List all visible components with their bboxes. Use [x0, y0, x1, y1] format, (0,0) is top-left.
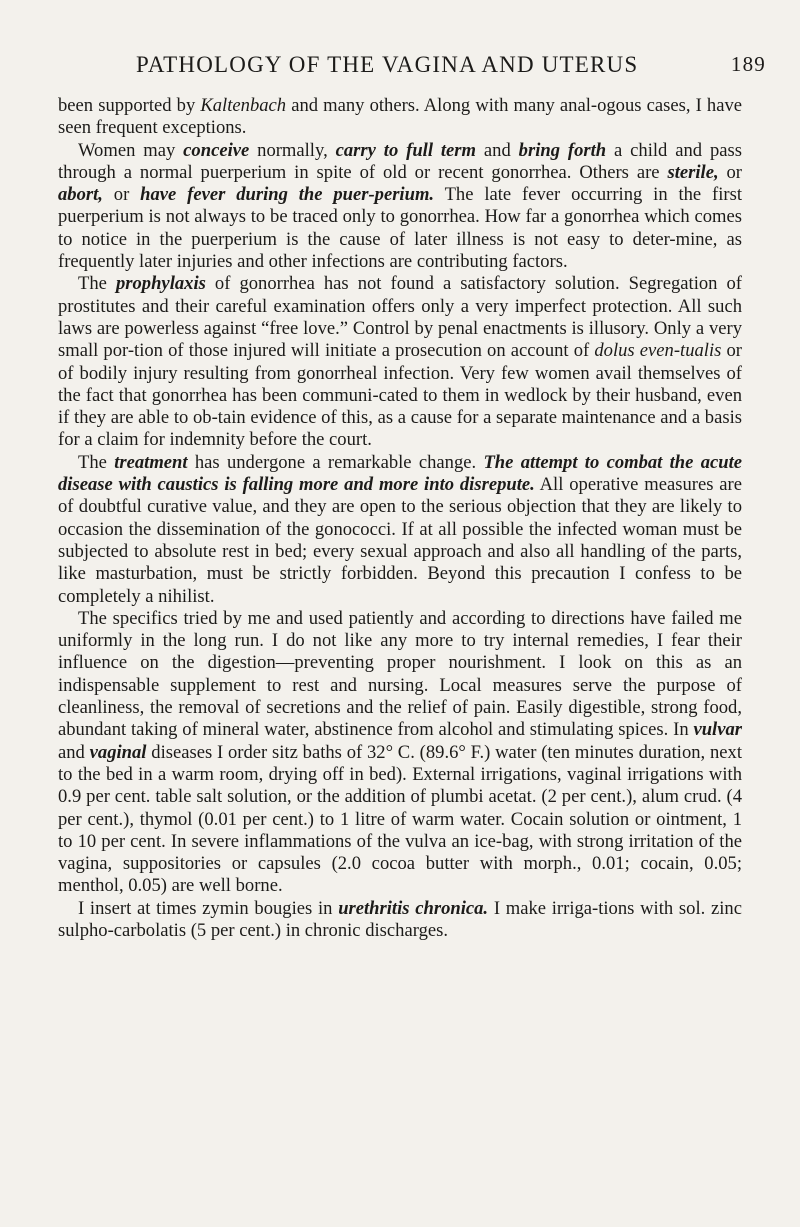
text-run: a child and pass through a normal puerperium in spite of old or recent gonorrhea. Others are [58, 139, 742, 183]
paragraph [58, 95, 742, 140]
text-run: normally, [249, 139, 336, 161]
text-run: or [102, 184, 141, 206]
emphasized-text: carry to full term [335, 139, 477, 161]
emphasized-text: urethritis chronica. [338, 897, 489, 919]
text-run: The specifics tried by me and used patiently and according to directions have failed me uniformly in the long run. I do not like any more to try internal remedies, I fear their influence on the digestion—preventing proper nourishment. I look on this as an indispensable supplement to rest and nursing. Local measures serve the purpose of cleanliness, the removal of secretions and the relief of pain. Easily digestible, strong food, abundant taking of mineral water, abstinence from alcohol and stimulating spices. In [58, 607, 742, 741]
emphasized-text: dolus even-tualis [594, 340, 722, 362]
text-run: or of bodily injury resulting from gonorrheal infection. Very few women avail themselves of the fact that gonorrhea has been communi-cated to them in wedlock by their husband, even if they are able to ob-tain evidence of this, as a cause for a separate maintenance and a basis for a claim for indemnity before the court. [58, 340, 743, 451]
paragraph [58, 898, 742, 943]
body-text [58, 95, 742, 942]
emphasized-text: sterile, [667, 161, 719, 183]
emphasized-text: treatment [114, 451, 188, 473]
text-run: of gonorrhea has not found a satisfactory solution. Segregation of prostitutes and their careful examination offers only a very imperfect protection. All such laws are powerless against “free love.” Control by penal enactments is illusory. Only a very small por-tion of those injured will initiate a prosecution on account of [58, 273, 742, 362]
emphasized-text: bring forth [518, 139, 607, 161]
emphasized-text: The attempt to combat the acute disease with caustics is falling more and more into disrepute. [58, 451, 743, 496]
emphasized-text: vaginal [89, 741, 147, 763]
text-run: I insert at times zymin bougies in [78, 897, 339, 919]
text-run: The [78, 273, 116, 295]
text-run: and many others. Along with many anal-ogous cases, I have seen frequent exceptions. [58, 95, 742, 139]
emphasized-text: vulvar [693, 719, 742, 741]
emphasized-text: abort, [58, 184, 103, 206]
page-number: 189 [730, 52, 766, 76]
emphasized-text: conceive [183, 139, 250, 161]
paragraph [58, 452, 742, 608]
running-head-title: PATHOLOGY OF THE VAGINA AND UTERUS [136, 52, 639, 77]
text-run: The [78, 451, 115, 473]
emphasized-text: have fever during the puer-perium. [140, 184, 435, 206]
paragraph [58, 140, 742, 274]
text-run: Women may [78, 139, 184, 161]
text-run: has undergone a remarkable change. [187, 451, 484, 473]
paragraph [58, 273, 742, 451]
text-run: been supported by [58, 95, 201, 116]
text-run: or [718, 161, 743, 183]
text-run: and [476, 139, 519, 161]
emphasized-text: prophylaxis [115, 273, 206, 295]
text-run: I make irriga-tions with sol. zinc sulpho-carbolatis (5 per cent.) in chronic discharges. [58, 897, 742, 941]
running-head [136, 52, 766, 82]
text-run: All operative measures are of doubtful curative value, and they are open to the serious objection that they are likely to occasion the dissemination of the gonococci. If at all possible the infected woman must be subjected to absolute rest in bed; every sexual approach and also all handling of the parts, like masturbation, must be strictly forbidden. Beyond this precaution I confess to be completely a nihilist. [58, 474, 742, 607]
text-run: The late fever occurring in the first puerperium is not always to be traced only to gonorrhea. How far a gonorrhea which comes to notice in the puerperium is the cause of later illness is not easy to deter-mine, as frequently later injuries and other infections are contributing factors. [58, 184, 742, 273]
text-run: diseases I order sitz baths of 32° C. (89.6° F.) water (ten minutes duration, next to the bed in a warm room, drying off in bed). External irrigations, vaginal irrigations with 0.9 per cent. table salt solution, or the addition of plumbi acetat. (2 per cent.), alum crud. (4 per cent.), thymol (0.01 per cent.) to 1 litre of warm water. Cocain solution or ointment, 1 to 10 per cent. In severe inflammations of the vulva an ice-bag, with strong irritation of the vagina, suppositories or capsules (2.0 cocoa butter with morph., 0.01; cocain, 0.05; menthol, 0.05) are well borne. [58, 741, 743, 897]
text-run: and [58, 741, 90, 763]
emphasized-text: Kaltenbach [200, 95, 287, 116]
paragraph [58, 608, 742, 898]
